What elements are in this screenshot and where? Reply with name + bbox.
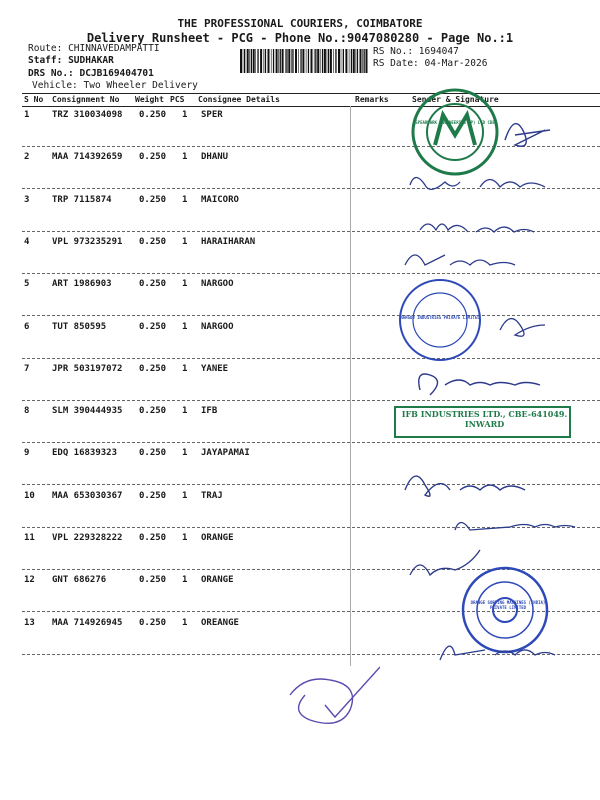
barcode-bar	[333, 49, 334, 73]
row-pcs: 1	[182, 195, 188, 205]
row-consignee: YANEE	[201, 364, 229, 374]
barcode-bar	[292, 49, 293, 73]
orange-stamp	[463, 568, 547, 652]
row-consignment: JPR 503197072	[52, 364, 123, 374]
barcode-bar	[341, 49, 342, 73]
row-pcs: 1	[182, 364, 188, 374]
row-sno: 1	[24, 110, 30, 120]
row-consignment: MAA 714926945	[52, 618, 123, 628]
row-consignment: TRP 7115874	[52, 195, 112, 205]
barcode-bar	[251, 49, 252, 73]
barcode-bar	[338, 49, 340, 73]
barcode-bar	[366, 49, 368, 73]
row-pcs: 1	[182, 448, 188, 458]
barcode-bar	[328, 49, 329, 73]
barcode-bar	[314, 49, 315, 73]
staff-value: SUDHAKAR	[68, 55, 114, 66]
rs-date-line	[373, 58, 487, 70]
row-sno: 10	[24, 491, 35, 501]
row-consignee: OREANGE	[201, 618, 239, 628]
row-weight: 0.250	[139, 618, 167, 628]
row-consignment: VPL 229328222	[52, 533, 123, 543]
barcode-bar	[360, 49, 362, 73]
signatures-overlay	[380, 85, 600, 785]
staff-line	[28, 55, 114, 67]
row-weight: 0.250	[139, 491, 167, 501]
signature-2	[410, 178, 545, 190]
drs-label: DRS No.:	[28, 68, 74, 79]
barcode-bar	[315, 49, 316, 73]
barcode-bar	[240, 49, 242, 73]
barcode-bar	[291, 49, 292, 73]
route-label: Route:	[28, 43, 63, 54]
barcode-bar	[300, 49, 301, 73]
row-consignee: ORANGE	[201, 533, 234, 543]
row-sno: 11	[24, 533, 35, 543]
col-signature: Sender & Signature	[412, 95, 499, 104]
barcode-bar	[276, 49, 278, 73]
barcode-bar	[265, 49, 266, 73]
barcode-bar	[271, 49, 272, 73]
barcode-bar	[320, 49, 321, 73]
signature-9	[410, 550, 480, 575]
row-weight: 0.250	[139, 448, 167, 458]
barcode-bar	[249, 49, 250, 73]
drs-line	[28, 68, 154, 80]
col-consignee: Consignee Details	[198, 95, 280, 104]
row-weight: 0.250	[139, 364, 167, 374]
row-sno: 8	[24, 406, 30, 416]
barcode-bar	[273, 49, 274, 73]
route-value: CHINNAVEDAMPATTI	[68, 43, 160, 54]
row-weight: 0.250	[139, 110, 167, 120]
signature-5	[500, 319, 545, 337]
row-sno: 7	[24, 364, 30, 374]
rs-no-value: 1694047	[418, 46, 459, 57]
row-consignment: MAA 653030367	[52, 491, 123, 501]
barcode-bar	[349, 49, 350, 73]
row-pcs: 1	[182, 110, 188, 120]
barcode-bar	[322, 49, 323, 73]
barcode	[240, 49, 368, 73]
barcode-bar	[255, 49, 256, 73]
barcode-bar	[324, 49, 326, 73]
row-sno: 4	[24, 237, 30, 247]
row-consignment: TUT 850595	[52, 322, 107, 332]
row-pcs: 1	[182, 152, 188, 162]
barcode-bar	[302, 49, 304, 73]
row-consignment: GNT 686276	[52, 575, 107, 585]
bottom-scribble	[280, 660, 380, 730]
row-weight: 0.250	[139, 195, 167, 205]
row-weight: 0.250	[139, 237, 167, 247]
col-consignment: Consignment No	[52, 95, 120, 104]
barcode-bar	[280, 49, 281, 73]
barcode-bar	[351, 49, 352, 73]
row-sno: 12	[24, 575, 35, 585]
row-consignment: ART 1986903	[52, 279, 112, 289]
col-remarks: Remarks	[355, 95, 389, 104]
col-sno: S No	[24, 95, 44, 104]
row-sno: 13	[24, 618, 35, 628]
barcode-bar	[298, 49, 299, 73]
barcode-bar	[335, 49, 336, 73]
nargoo-stamp	[400, 280, 480, 360]
row-consignment: SLM 390444935	[52, 406, 123, 416]
barcode-bar	[317, 49, 319, 73]
barcode-bar	[327, 49, 328, 73]
row-consignment: TRZ 310034098	[52, 110, 123, 120]
barcode-bar	[357, 49, 358, 73]
barcode-bar	[295, 49, 297, 73]
row-pcs: 1	[182, 322, 188, 332]
row-sno: 5	[24, 279, 30, 289]
row-sno: 2	[24, 152, 30, 162]
barcode-bar	[243, 49, 244, 73]
barcode-bar	[257, 49, 258, 73]
barcode-bar	[268, 49, 270, 73]
barcode-bar	[364, 49, 365, 73]
row-pcs: 1	[182, 575, 188, 585]
row-pcs: 1	[182, 491, 188, 501]
row-weight: 0.250	[139, 575, 167, 585]
drs-value: DCJB169404701	[79, 68, 154, 79]
vehicle-value: Two Wheeler Delivery	[83, 80, 198, 91]
row-sno: 6	[24, 322, 30, 332]
signature-3	[420, 224, 534, 232]
barcode-bar	[260, 49, 262, 73]
barcode-bar	[247, 49, 249, 73]
barcode-bar	[282, 49, 284, 73]
col-weight: Weight	[135, 95, 164, 104]
signature-6	[419, 374, 540, 395]
row-consignment: EDQ 16839323	[52, 448, 118, 458]
rs-no-label: RS No.:	[373, 46, 414, 57]
route-line	[28, 43, 160, 55]
vehicle-label: Vehicle:	[32, 80, 78, 91]
barcode-bar	[288, 49, 290, 73]
row-consignee: JAYAPAMAI	[201, 448, 250, 458]
row-consignee: DHANU	[201, 152, 229, 162]
spearmark-stamp-text: SPEARMARK ENGINEERING (P) LTD CBE	[415, 120, 495, 125]
barcode-bar	[345, 49, 347, 73]
nargoo-stamp-text: NARGOO INDUSTRIES PRIVATE LIMITED	[400, 315, 480, 320]
row-consignee: TRAJ	[201, 491, 223, 501]
row-consignee: NARGOO	[201, 279, 234, 289]
row-weight: 0.250	[139, 152, 167, 162]
row-consignee: MAICORO	[201, 195, 239, 205]
row-consignee: HARAIHARAN	[201, 237, 256, 247]
row-consignment: VPL 973235291	[52, 237, 123, 247]
orange-stamp-text: ORANGE SORTING MACHINES (INDIA) PRIVATE LIMITED	[470, 600, 546, 610]
ifb-stamp-text: IFB INDUSTRIES LTD., CBE-641049. INWARD	[401, 409, 568, 429]
barcode-bar	[306, 49, 307, 73]
rs-date-label: RS Date:	[373, 58, 419, 69]
staff-label: Staff:	[28, 55, 63, 66]
barcode-bar	[330, 49, 332, 73]
barcode-bar	[264, 49, 265, 73]
signature-8	[455, 523, 575, 531]
barcode-bar	[308, 49, 309, 73]
barcode-bar	[356, 49, 357, 73]
col-pcs: PCS	[170, 95, 185, 104]
barcode-bar	[278, 49, 279, 73]
row-consignee: NARGOO	[201, 322, 234, 332]
barcode-bar	[244, 49, 245, 73]
barcode-bar	[311, 49, 313, 73]
row-consignment: MAA 714392659	[52, 152, 123, 162]
row-consignee: IFB	[201, 406, 218, 416]
vehicle-line	[32, 80, 198, 92]
row-sno: 9	[24, 448, 30, 458]
row-weight: 0.250	[139, 322, 167, 332]
signature-10	[440, 646, 555, 660]
row-pcs: 1	[182, 406, 188, 416]
row-sno: 3	[24, 195, 30, 205]
barcode-bar	[286, 49, 287, 73]
row-pcs: 1	[182, 618, 188, 628]
row-weight: 0.250	[139, 279, 167, 289]
row-weight: 0.250	[139, 533, 167, 543]
signature-4	[405, 255, 515, 265]
spearmark-stamp	[413, 90, 497, 174]
row-consignee: SPER	[201, 110, 223, 120]
row-consignee: ORANGE	[201, 575, 234, 585]
signature-7	[405, 476, 525, 496]
barcode-bar	[343, 49, 344, 73]
barcode-bar	[362, 49, 363, 73]
row-pcs: 1	[182, 279, 188, 289]
company-title: THE PROFESSIONAL COURIERS, COIMBATORE	[177, 17, 423, 30]
row-pcs: 1	[182, 237, 188, 247]
rs-no-line	[373, 46, 459, 58]
row-weight: 0.250	[139, 406, 167, 416]
runsheet-subtitle: Delivery Runsheet - PCG - Phone No.:9047080280 - Page No.:1	[86, 31, 514, 45]
barcode-bar	[353, 49, 355, 73]
signature-1	[505, 124, 550, 147]
barcode-bar	[285, 49, 286, 73]
rs-date-value: 04-Mar-2026	[424, 58, 488, 69]
barcode-bar	[253, 49, 255, 73]
row-pcs: 1	[182, 533, 188, 543]
